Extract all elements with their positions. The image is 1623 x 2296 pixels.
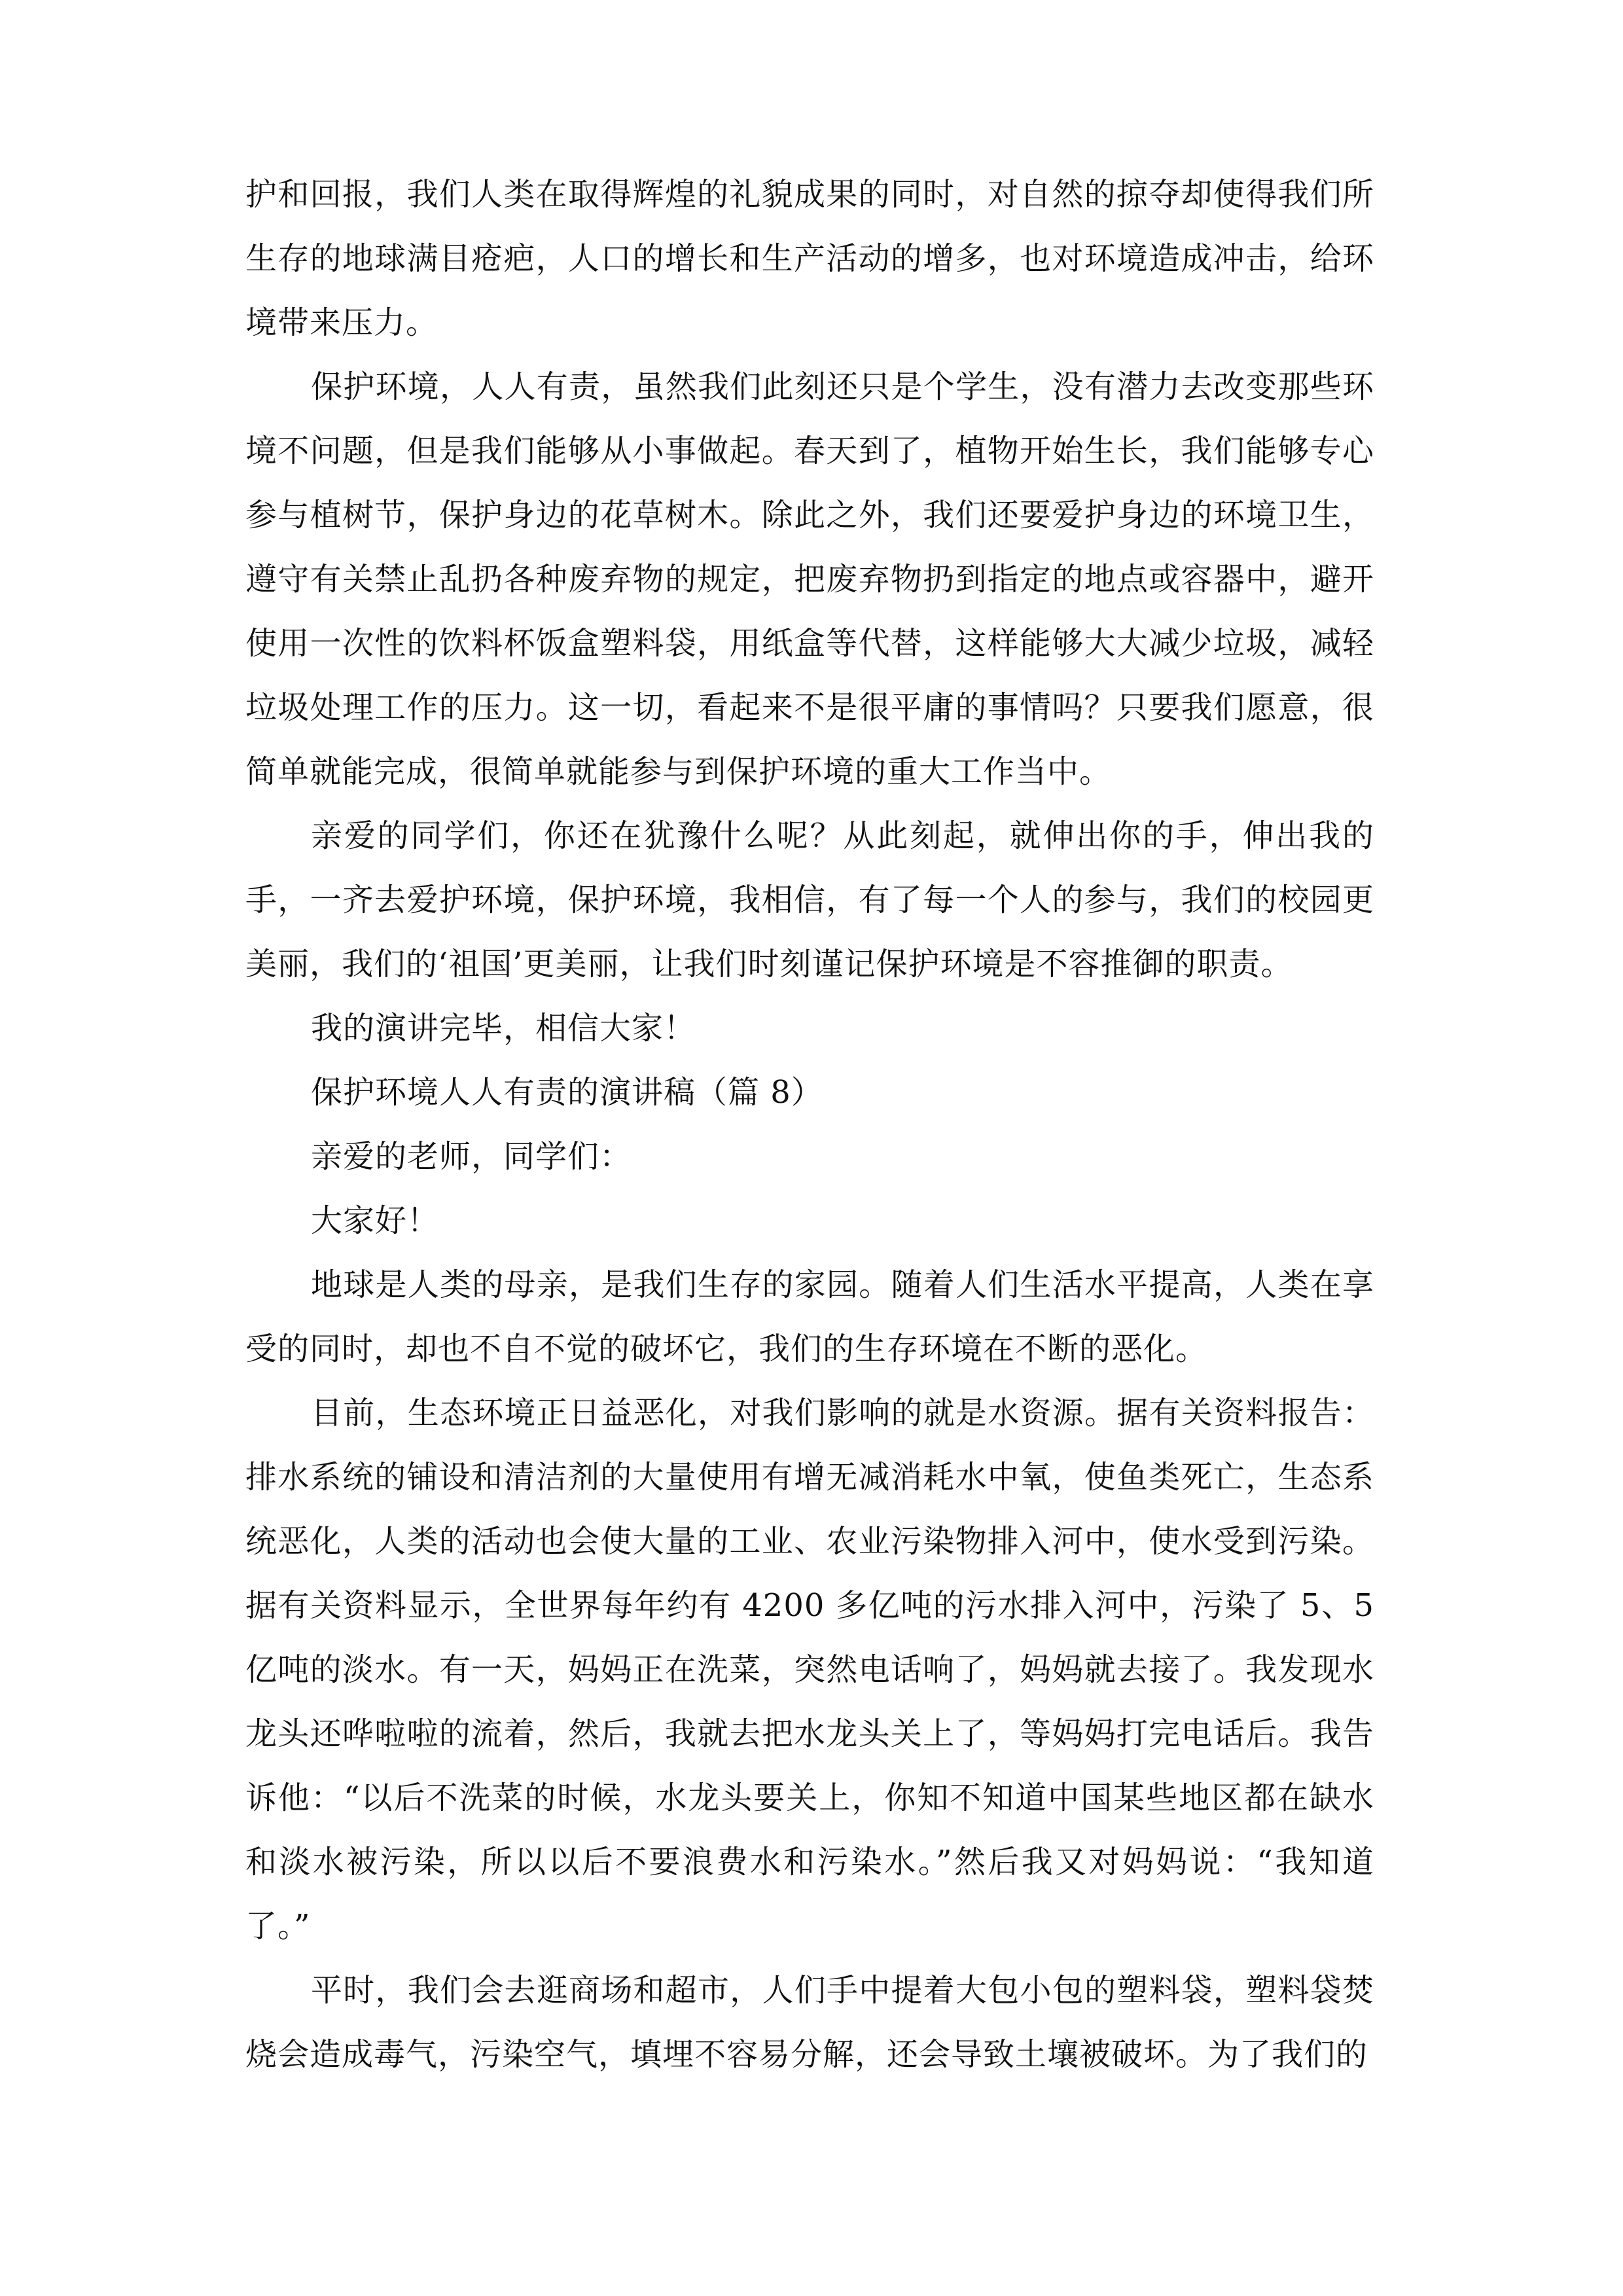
paragraph-earth-home: 地球是人类的母亲，是我们生存的家园。随着人们生活水平提高，人类在享受的同时，却也不自不觉的破坏它，我们的生存环境在不断的恶化。: [245, 1266, 1374, 1367]
salutation: 亲爱的老师，同学们：: [311, 1138, 632, 1175]
greeting: 大家好！: [311, 1202, 440, 1239]
paragraph-water-resources: 目前，生态环境正日益恶化，对我们影响的就是水资源。据有关资料报告：排水系统的铺设和清洁剂的大量使用有增无减消耗水中氧，使鱼类死亡，生态系统恶化，人类的活动也会使大量的工业、农业污染物排入河中，使水受到污染。据有关资料显示，全世界每年约有 4200 多亿吨的污水排入河中，污染了 5、5 亿吨的淡水。有一天，妈妈正在洗菜，突然电话响了，妈妈就去接了。我发现水龙头还哗啦啦的流着，然后，我就去把水龙头关上了，等妈妈打完电话后。我告诉他：“以后不洗菜的时候，水龙头要关上，你知不知道中国某些地区都在缺水和淡水被污染，所以以后不要浪费水和污染水。”然后我又对妈妈说：“我知道了。”: [245, 1395, 1374, 1945]
section-title: 保护环境人人有责的演讲稿（篇 8）: [311, 1074, 823, 1111]
paragraph-plastic-bags: 平时，我们会去逛商场和超市，人们手中提着大包小包的塑料袋，塑料袋焚烧会造成毒气，污染空气，填埋不容易分解，还会导致土壤被破坏。为了我们的: [245, 1972, 1374, 2073]
paragraph-responsibility: 保护环境，人人有责，虽然我们此刻还只是个学生，没有潜力去改变那些环境不问题，但是我们能够从小事做起。春天到了，植物开始生长，我们能够专心参与植树节，保护身边的花草树木。除此之外，我们还要爱护身边的环境卫生，遵守有关禁止乱扔各种废弃物的规定，把废弃物扔到指定的地点或容器中，避开使用一次性的饮料杯饭盒塑料袋，用纸盒等代替，这样能够大大减少垃圾，减轻垃圾处理工作的压力。这一切，看起来不是很平庸的事情吗？只要我们愿意，很简单就能完成，很简单就能参与到保护环境的重大工作当中。: [245, 368, 1374, 790]
paragraph-continued: 护和回报，我们人类在取得辉煌的礼貌成果的同时，对自然的掠夺却使得我们所生存的地球满目疮疤，人口的增长和生产活动的增多，也对环境造成冲击，给环境带来压力。: [245, 176, 1374, 341]
paragraph-closing: 我的演讲完毕，相信大家！: [311, 1010, 696, 1047]
article-body: [245, 162, 1374, 2087]
paragraph-call-to-action: 亲爱的同学们，你还在犹豫什么呢？从此刻起，就伸出你的手，伸出我的手，一齐去爱护环境，保护环境，我相信，有了每一个人的参与，我们的校园更美丽，我们的‘祖国’更美丽，让我们时刻谨记保护环境是不容推御的职责。: [245, 817, 1374, 982]
